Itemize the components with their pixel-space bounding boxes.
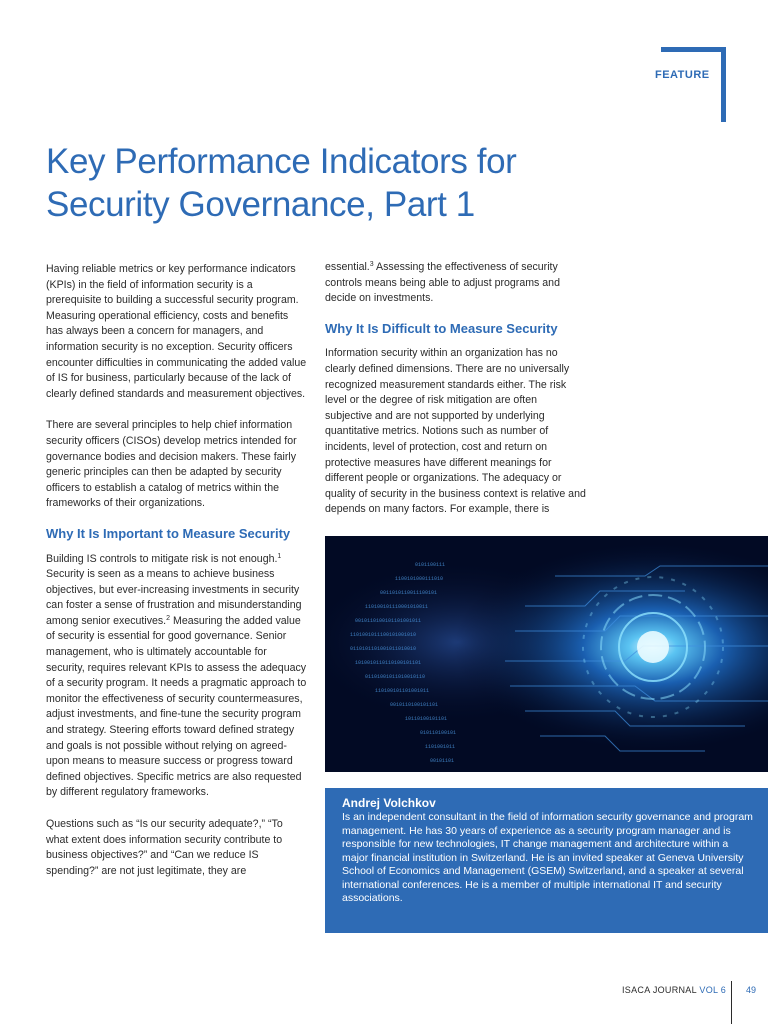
footnote-ref[interactable]: 2 (166, 614, 171, 622)
binary-circuit-illustration (325, 536, 768, 772)
svg-text:110100101101001011: 110100101101001011 (375, 688, 430, 694)
footnote-ref[interactable]: 1 (277, 552, 282, 560)
svg-text:01101001011010010110: 01101001011010010110 (365, 674, 426, 680)
paragraph: There are several principles to help chief information security officers (CISOs) develop metrics intended for governance bodies and decision makers. These fairly generic principles can then be adapted by security officers to establish a catalog of metrics within the frameworks of their organizations. (46, 419, 297, 510)
svg-text:110100101110001010011: 110100101110001010011 (365, 604, 429, 610)
paragraph: Having reliable metrics or key performance indicators (KPIs) in the field of information security is a prerequisite to building a successful security program. Measuring operational efficiency, costs and benefits has always been a concern for managers, and information security is no exception. Security officers encounter difficulties in communicating the added value of IS for business, particularly because of the lack of clearly defined standards and measurement objectives. (46, 263, 307, 400)
svg-text:0010110100101101001011: 0010110100101101001011 (355, 618, 422, 624)
svg-text:1101001011: 1101001011 (425, 744, 456, 750)
svg-text:0010110100101101: 0010110100101101 (390, 702, 439, 708)
journal-volume: VOL 6 (699, 985, 727, 995)
section-heading: Why It Is Important to Measure Security (46, 525, 291, 541)
footer-journal (622, 985, 726, 995)
title-line-2: Security Governance, Part 1 (46, 185, 475, 224)
svg-text:0011010110011100101: 0011010110011100101 (380, 590, 438, 596)
feature-bracket (661, 47, 726, 122)
paragraph: essential.$^3$ Assessing the effectiveness of security controls means being able to adjust programs and decide on investments. (325, 261, 560, 305)
right-column (325, 260, 587, 518)
svg-text:1010010110110100101101: 1010010110110100101101 (355, 660, 422, 666)
journal-name: ISACA JOURNAL (622, 985, 700, 995)
section-heading: Why It Is Difficult to Measure Security (325, 320, 558, 336)
svg-text:10110100101101: 10110100101101 (405, 716, 448, 722)
author-name: Andrej Volchkov (342, 796, 436, 810)
footer-divider (731, 981, 732, 1024)
left-column (46, 262, 308, 879)
section-label: FEATURE (655, 69, 710, 81)
paragraph: Information security within an organization has no clearly defined dimensions. There are no universally recognized measurement standards either. The risk level or the degree of risk mitigation are often subjective and are not supported by underlying quantitative metrics. Notions such as number of incidents, level of protection, cost and return on protective measures have different meanings for different people or organizations. The adequacy or quality of security in the business context is relative and depends on many factors. For example, there is (325, 347, 586, 516)
paragraph: Building IS controls to mitigate risk is not enough.$^1$ Security is seen as a means to achieve business objectives, but ever-increasing investments in security can foster a sense of frustration and misunderstanding among senior executives.$^2$ Measuring the added value of security is essential for good governance. Senior management, who is ultimately accountable for security, requires relevant KPIs to assess the adequacy of a security program. It needs a pragmatic approach to monitor the effectiveness of security countermeasures, adjust investments, and fine-tune the security program and strategy. Steering efforts toward defined strategy and goals is not possible without relying on agreed-upon means to measure success or progress toward defined objectives. Specific metrics are also requested by different regulatory frameworks. (46, 552, 307, 799)
footnote-ref[interactable]: 3 (369, 261, 374, 268)
svg-text:0101100111: 0101100111 (415, 562, 446, 568)
author-bio: Is an independent consultant in the field of information security governance and program management. He has 30 years of experience as a security program manager and is responsible for new technologies, IT change management and architecture within a major financial institution in Switzerland. He is an invited speaker at Geneva University School of Economics and Management (GSEM) Switzerland, and a speaker at several international conferences. He is a member of multiple international IT and security associations. (342, 811, 753, 904)
svg-text:1100101000111010: 1100101000111010 (395, 576, 444, 582)
svg-text:0110101101001011010010: 0110101101001011010010 (350, 646, 417, 652)
title-line-1: Key Performance Indicators for (46, 142, 517, 181)
svg-text:00101101: 00101101 (430, 758, 455, 764)
article-title (46, 140, 646, 226)
svg-text:010110100101: 010110100101 (420, 730, 457, 736)
page-number: 49 (746, 985, 757, 995)
svg-text:1101001011100101001010: 1101001011100101001010 (350, 632, 417, 638)
paragraph: Questions such as “Is our security adequate?,” “To what extent does information security contribute to business objectives?” and “Can we reduce IS spending?” are not just legitimate, they are (46, 818, 283, 877)
author-bio-box (325, 788, 768, 933)
